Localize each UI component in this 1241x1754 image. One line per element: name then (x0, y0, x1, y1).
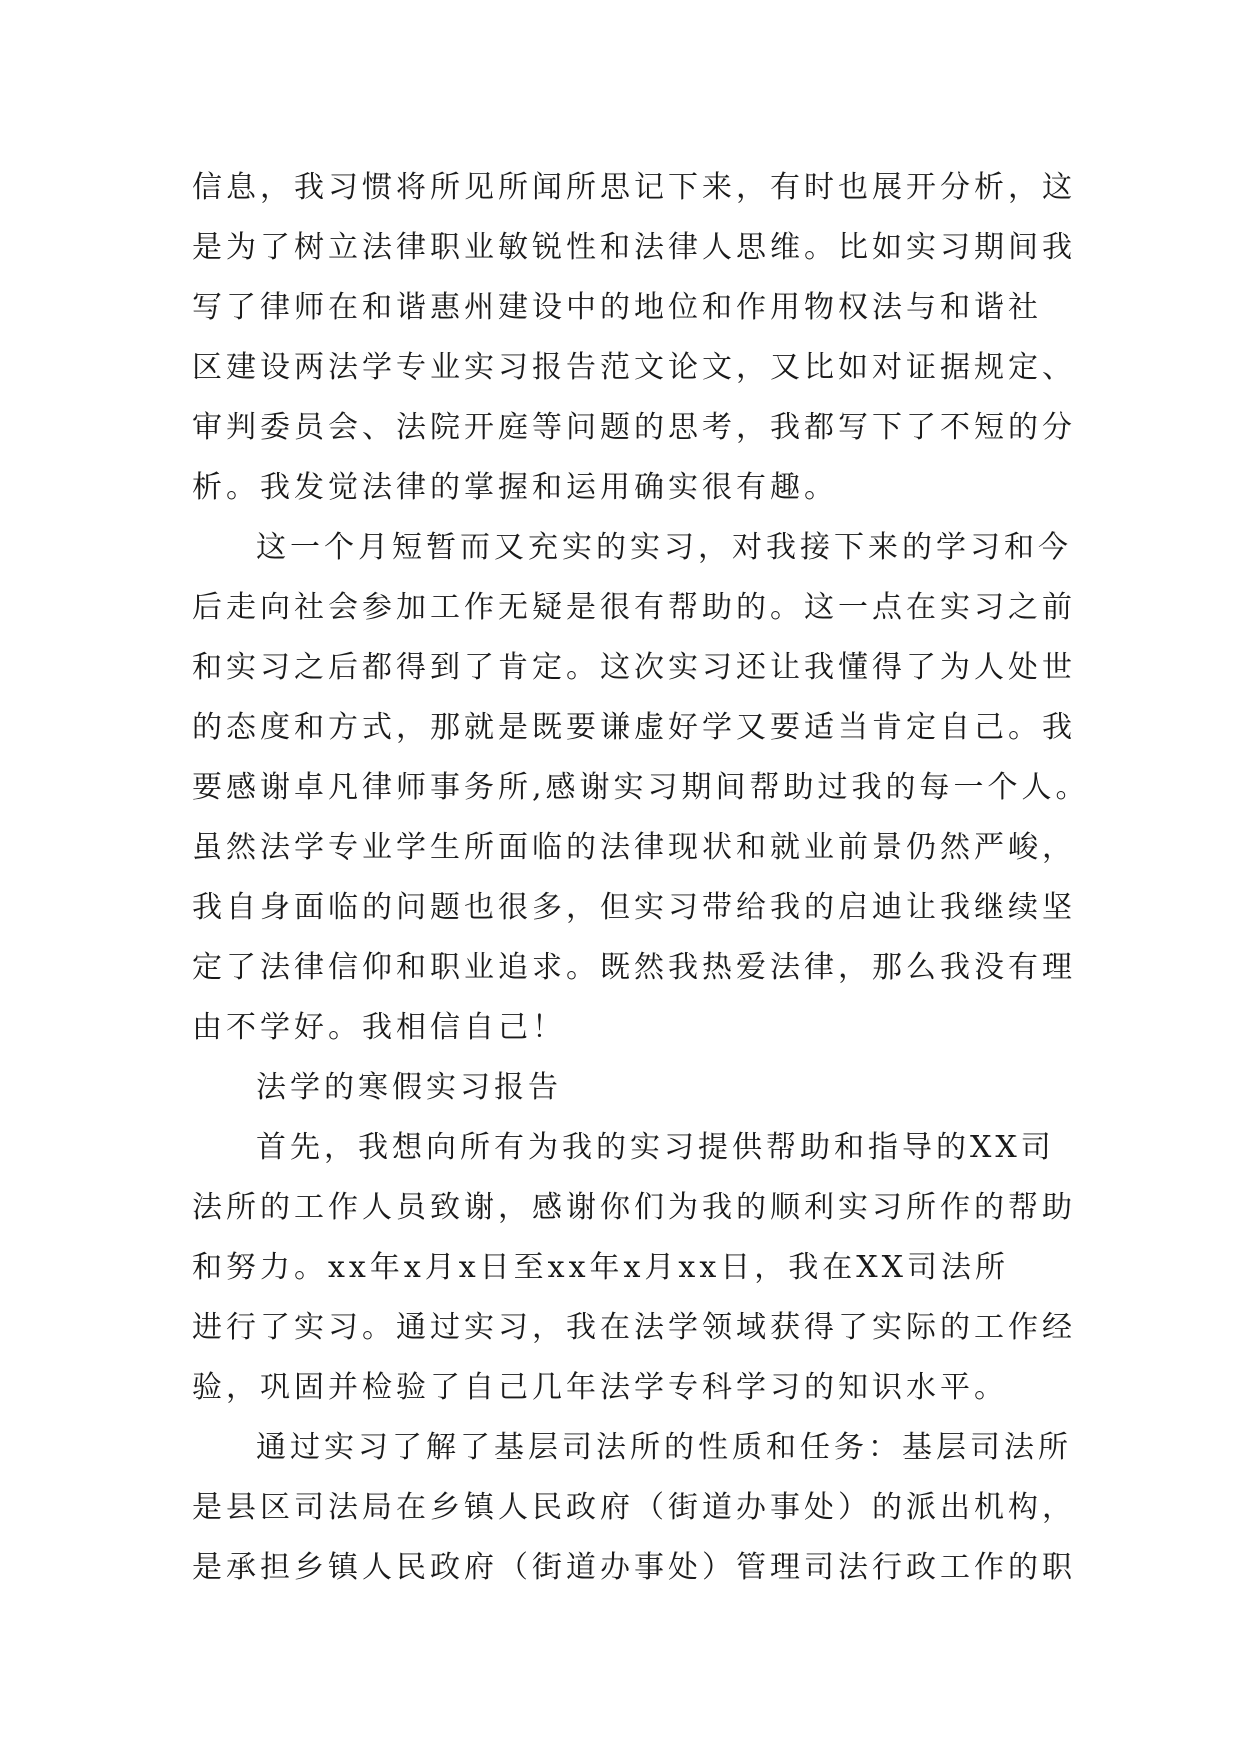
text-line: 首先，我想向所有为我的实习提供帮助和指导的XX司 (256, 1130, 1055, 1165)
text-line: 是为了树立法律职业敏锐性和法律人思维。比如实习期间我 (192, 230, 1076, 265)
text-line: 进行了实习。通过实习，我在法学领域获得了实际的工作经 (192, 1310, 1076, 1345)
text-line: 和实习之后都得到了肯定。这次实习还让我懂得了为人处世 (192, 650, 1076, 685)
text-line: 信息，我习惯将所见所闻所思记下来，有时也展开分析，这 (192, 170, 1076, 205)
text-line: 通过实习了解了基层司法所的性质和任务：基层司法所 (256, 1430, 1072, 1465)
text-line: 后走向社会参加工作无疑是很有帮助的。这一点在实习之前 (192, 590, 1076, 625)
section-heading: 法学的寒假实习报告 (256, 1070, 562, 1105)
text-line: 这一个月短暂而又充实的实习，对我接下来的学习和今 (256, 530, 1072, 565)
text-line: 虽然法学专业学生所面临的法律现状和就业前景仍然严峻， (192, 830, 1076, 865)
paragraph-3 (192, 1118, 1076, 1418)
text-line: 写了律师在和谐惠州建设中的地位和作用物权法与和谐社 (192, 290, 1042, 325)
paragraph-4 (192, 1418, 1076, 1598)
text-line: 析。我发觉法律的掌握和运用确实很有趣。 (192, 470, 838, 505)
text-line: 是县区司法局在乡镇人民政府（街道办事处）的派出机构， (192, 1490, 1076, 1525)
text-line: 和努力。xx年x月x日至xx年x月xx日，我在XX司法所 (192, 1250, 1009, 1285)
text-line: 定了法律信仰和职业追求。既然我热爱法律，那么我没有理 (192, 950, 1076, 985)
text-line: 的态度和方式，那就是既要谦虚好学又要适当肯定自己。我 (192, 710, 1076, 745)
paragraph-2 (192, 518, 1090, 1058)
text-line: 由不学好。我相信自己！ (192, 1010, 566, 1045)
paragraph-1 (192, 158, 1076, 518)
text-line: 是承担乡镇人民政府（街道办事处）管理司法行政工作的职 (192, 1550, 1076, 1585)
text-line: 法所的工作人员致谢，感谢你们为我的顺利实习所作的帮助 (192, 1190, 1076, 1225)
text-line: 要感谢卓凡律师事务所,感谢实习期间帮助过我的每一个人。 (192, 770, 1090, 805)
text-line: 验，巩固并检验了自己几年法学专科学习的知识水平。 (192, 1370, 1008, 1405)
text-line: 区建设两法学专业实习报告范文论文，又比如对证据规定、 (192, 350, 1076, 385)
text-line: 我自身面临的问题也很多，但实习带给我的启迪让我继续坚 (192, 890, 1076, 925)
text-line: 审判委员会、法院开庭等问题的思考，我都写下了不短的分 (192, 410, 1076, 445)
document-body (192, 158, 1090, 1598)
